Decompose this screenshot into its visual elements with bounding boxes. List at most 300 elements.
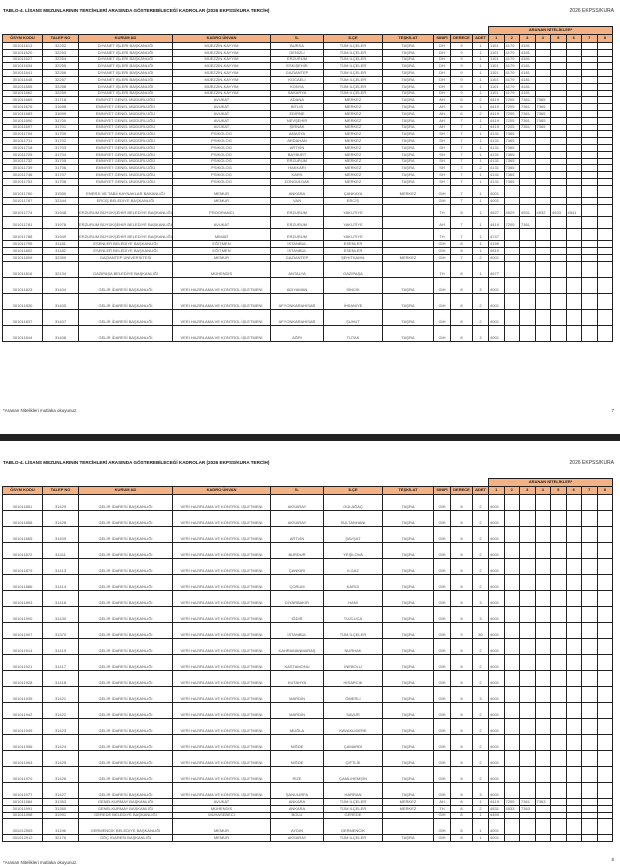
- cell-nitelik-3: [520, 751, 536, 767]
- cell-kadro-unvan: PSİKOLOG: [173, 144, 271, 151]
- cell-sinifi: GİH: [434, 575, 451, 591]
- cell-nitelik-3: [520, 543, 536, 559]
- cell-teskilat: MERKEZ: [383, 185, 434, 197]
- cell-talep-no: 31550: [43, 185, 79, 197]
- cell-kurum-ad: GELİR İDARESİ BAŞKANLIĞI: [79, 607, 173, 623]
- cell-ilce: ŞEHİTKAMİL: [324, 254, 383, 261]
- cell-nitelik-6: [566, 527, 582, 543]
- cell-nitelik-3: 4181: [520, 43, 536, 50]
- cell-nitelik-1: 4131: [489, 165, 505, 172]
- cell-nitelik-4: [535, 719, 551, 735]
- cell-ilce: İHSANİYE: [324, 293, 383, 309]
- cell-nitelik-7: [582, 138, 598, 145]
- cell-il: ANTALYA: [271, 261, 324, 277]
- cell-nitelik-2: 7205: [504, 216, 520, 228]
- cell-ilce: TÜM İLÇELER: [324, 43, 383, 50]
- cell-nitelik-5: [551, 172, 567, 179]
- cell-derece: 8: [451, 495, 473, 511]
- cell-talep-no: 31411: [43, 543, 79, 559]
- cell-kurum-ad: GELİR İDARESİ BAŞKANLIĞI: [79, 783, 173, 799]
- cell-nitelik-6: [566, 735, 582, 751]
- cell-osym-kodu: 301011963: [3, 751, 43, 767]
- cell-il: AMASYA: [271, 131, 324, 138]
- cell-nitelik-8: [597, 104, 613, 111]
- cell-kurum-ad: GAZİPAŞA BELEDİYE BAŞKANLIĞI: [79, 261, 173, 277]
- cell-nitelik-3: 4181: [520, 83, 536, 90]
- cell-derece: 6: [451, 110, 473, 117]
- cell-nitelik-8: [597, 325, 613, 341]
- cell-nitelik-4: 7365: [535, 110, 551, 117]
- cell-nitelik-2: [504, 543, 520, 559]
- cell-nitelik-6: [566, 261, 582, 277]
- cell-nitelik-2: 7205: [504, 117, 520, 124]
- cell-ilce: KAVAKLIDERE: [324, 719, 383, 735]
- cell-nitelik-2: 7205: [504, 110, 520, 117]
- cell-nitelik-7: [582, 591, 598, 607]
- cell-nitelik-1: 4001: [489, 543, 505, 559]
- cell-derece: 7: [451, 138, 473, 145]
- cell-teskilat: TAŞRA: [383, 767, 434, 783]
- column-header-osym-kodu: ÖSYM KODU: [3, 35, 43, 43]
- cell-nitelik-2: 7365: [504, 172, 520, 179]
- cell-nitelik-2: 4179: [504, 43, 520, 50]
- cell-nitelik-7: [582, 204, 598, 216]
- cell-kadro-unvan: VERİ HAZIRLAMA VE KONTROL İŞLETMENİ: [173, 309, 271, 325]
- cell-teskilat: TAŞRA: [383, 735, 434, 751]
- cell-derece: 8: [451, 248, 473, 255]
- cell-il: MUĞLA: [271, 719, 324, 735]
- cell-nitelik-7: [582, 812, 598, 819]
- cell-nitelik-6: [566, 687, 582, 703]
- cell-sinifi: AH: [434, 799, 451, 806]
- cell-nitelik-4: [535, 76, 551, 83]
- cell-nitelik-6: [566, 229, 582, 241]
- cell-nitelik-4: [535, 751, 551, 767]
- cell-nitelik-4: [535, 309, 551, 325]
- cell-kurum-ad: GELİR İDARESİ BAŞKANLIĞI: [79, 543, 173, 559]
- cell-nitelik-8: [597, 131, 613, 138]
- cell-nitelik-4: [535, 172, 551, 179]
- cell-derece: 9: [451, 90, 473, 97]
- cell-nitelik-7: [582, 511, 598, 527]
- cell-nitelik-6: [566, 623, 582, 639]
- cell-kadro-unvan: VERİ HAZIRLAMA VE KONTROL İŞLETMENİ: [173, 543, 271, 559]
- table-row: [3, 104, 613, 111]
- cell-talep-no: 31182: [43, 248, 79, 255]
- cell-il: KOCAELİ: [271, 76, 324, 83]
- cell-derece: 7: [451, 254, 473, 261]
- cell-kurum-ad: EMNİYET GENEL MÜDÜRLÜĞÜ: [79, 158, 173, 165]
- cell-adet: 2: [473, 527, 489, 543]
- cell-ilce: GAZİPAŞA: [324, 261, 383, 277]
- cell-nitelik-4: [535, 70, 551, 77]
- cell-nitelik-7: [582, 117, 598, 124]
- cell-nitelik-4: 7365: [535, 117, 551, 124]
- cell-adet: 2: [473, 254, 489, 261]
- cell-talep-no: 31370: [43, 623, 79, 639]
- cell-adet: 2: [473, 767, 489, 783]
- cell-nitelik-2: [504, 703, 520, 719]
- cell-kadro-unvan: VERİ HAZIRLAMA VE KONTROL İŞLETMENİ: [173, 751, 271, 767]
- cell-nitelik-1: 4419: [489, 216, 505, 228]
- cell-nitelik-7: [582, 131, 598, 138]
- cell-derece: 8: [451, 277, 473, 293]
- cell-nitelik-4: [535, 655, 551, 671]
- cell-talep-no: 31706: [43, 165, 79, 172]
- cell-kurum-ad: GELİR İDARESİ BAŞKANLIĞI: [79, 575, 173, 591]
- cell-osym-kodu: 301011662: [3, 90, 43, 97]
- cell-ilce: NURHAK: [324, 639, 383, 655]
- cell-nitelik-7: [582, 719, 598, 735]
- cell-nitelik-8: [597, 783, 613, 799]
- cell-nitelik-3: 4181: [520, 76, 536, 83]
- cell-adet: 1: [473, 43, 489, 50]
- cell-teskilat: TAŞRA: [383, 144, 434, 151]
- cell-adet: 1: [473, 229, 489, 241]
- cell-il: ARDAHAN: [271, 138, 324, 145]
- cell-kurum-ad: ERCİŞ BELEDİYE BAŞKANLIĞI: [79, 197, 173, 204]
- cell-nitelik-7: [582, 70, 598, 77]
- cell-nitelik-3: [520, 735, 536, 751]
- cell-nitelik-7: [582, 703, 598, 719]
- table-row: [3, 703, 613, 719]
- cell-nitelik-5: [551, 229, 567, 241]
- cell-derece: 7: [451, 151, 473, 158]
- cell-osym-kodu: 301011823: [3, 277, 43, 293]
- cell-nitelik-8: [597, 767, 613, 783]
- cell-kurum-ad: DİYANET İŞLERİ BAŞKANLIĞI: [79, 49, 173, 56]
- cell-il: ERZURUM: [271, 229, 324, 241]
- cell-talep-no: 31423: [43, 719, 79, 735]
- cell-nitelik-5: [551, 90, 567, 97]
- table-row: [3, 735, 613, 751]
- cell-teskilat: TAŞRA: [383, 687, 434, 703]
- cell-nitelik-6: [566, 575, 582, 591]
- cell-nitelik-2: [504, 607, 520, 623]
- cell-nitelik-6: [566, 511, 582, 527]
- cell-kadro-unvan: VERİ HAZIRLAMA VE KONTROL İŞLETMENİ: [173, 623, 271, 639]
- cell-kadro-unvan: VERİ HAZIRLAMA VE KONTROL İŞLETMENİ: [173, 671, 271, 687]
- cell-sinifi: GİH: [434, 309, 451, 325]
- cell-nitelik-7: [582, 799, 598, 806]
- cell-talep-no: 31407: [43, 309, 79, 325]
- cell-derece: 7: [451, 124, 473, 131]
- cell-kurum-ad: GENELKURMAY BAŞKANLIĞI: [79, 805, 173, 812]
- cell-nitelik-1: 4001: [489, 767, 505, 783]
- cell-kadro-unvan: MEMUR: [173, 819, 271, 835]
- cell-nitelik-1: 4131: [489, 151, 505, 158]
- cell-sinifi: DH: [434, 83, 451, 90]
- cell-nitelik-4: [535, 607, 551, 623]
- cell-nitelik-7: [582, 158, 598, 165]
- cell-nitelik-5: [551, 241, 567, 248]
- cell-adet: 2: [473, 543, 489, 559]
- cell-nitelik-2: [504, 835, 520, 842]
- cell-talep-no: 31417: [43, 655, 79, 671]
- cell-teskilat: [383, 248, 434, 255]
- cell-nitelik-6: [566, 138, 582, 145]
- cell-teskilat: TAŞRA: [383, 543, 434, 559]
- cell-nitelik-1: 4747: [489, 229, 505, 241]
- cell-nitelik-1: 4419: [489, 799, 505, 806]
- cell-kurum-ad: DİYANET İŞLERİ BAŞKANLIĞI: [79, 56, 173, 63]
- cell-kadro-unvan: PSİKOLOG: [173, 172, 271, 179]
- cell-nitelik-5: [551, 138, 567, 145]
- cell-nitelik-5: [551, 63, 567, 70]
- cell-adet: 2: [473, 703, 489, 719]
- cell-il: HAKKARİ: [271, 165, 324, 172]
- cell-nitelik-4: [535, 131, 551, 138]
- cell-sinifi: AH: [434, 124, 451, 131]
- cell-nitelik-1: 1101: [489, 70, 505, 77]
- cell-derece: 8: [451, 671, 473, 687]
- cell-talep-no: 31707: [43, 172, 79, 179]
- cell-nitelik-3: [520, 178, 536, 185]
- cell-il: SAKARYA: [271, 90, 324, 97]
- cell-nitelik-8: [597, 254, 613, 261]
- cell-adet: 2: [473, 751, 489, 767]
- cell-nitelik-2: [504, 687, 520, 703]
- cell-derece: 7: [451, 131, 473, 138]
- cell-il: ŞANLIURFA: [271, 783, 324, 799]
- cell-kurum-ad: EMNİYET GENEL MÜDÜRLÜĞÜ: [79, 110, 173, 117]
- cell-nitelik-2: [504, 812, 520, 819]
- cell-osym-kodu: 301011746: [3, 172, 43, 179]
- cell-adet: 1: [473, 90, 489, 97]
- cell-nitelik-7: [582, 639, 598, 655]
- cell-adet: 2: [473, 97, 489, 104]
- cell-nitelik-6: [566, 559, 582, 575]
- cell-teskilat: TAŞRA: [383, 639, 434, 655]
- cell-kurum-ad: ESENLER BELEDİYE BAŞKANLIĞI: [79, 241, 173, 248]
- cell-il: AFYONKARAHİSAR: [271, 309, 324, 325]
- cell-nitelik-5: [551, 703, 567, 719]
- cell-nitelik-8: [597, 751, 613, 767]
- table-row: [3, 623, 613, 639]
- cell-nitelik-7: [582, 819, 598, 835]
- cell-kadro-unvan: AVUKAT: [173, 799, 271, 806]
- cell-nitelik-6: [566, 197, 582, 204]
- cell-nitelik-7: [582, 124, 598, 131]
- footnote: *Aranan Nitelikleri mutlaka okuyunuz.: [3, 408, 78, 413]
- cell-sinifi: GİH: [434, 819, 451, 835]
- cell-talep-no: 31425: [43, 751, 79, 767]
- cell-adet: 1: [473, 197, 489, 204]
- cell-nitelik-5: [551, 805, 567, 812]
- cell-derece: 8: [451, 261, 473, 277]
- page-number: 7: [611, 408, 614, 413]
- column-header-nitelik-7: 7: [582, 487, 598, 495]
- cell-adet: 1: [473, 799, 489, 806]
- cell-kurum-ad: GELİR İDARESİ BAŞKANLIĞI: [79, 527, 173, 543]
- table-title: TABLO-4. LİSANS MEZUNLARININ TERCİHLERİ ARASINDA GÖSTEREBİLECEĞİ KADROLAR (2026 EKPSS/KURA TERCİH): [3, 460, 270, 465]
- cell-adet: 1: [473, 104, 489, 111]
- cell-kadro-unvan: MÜEZZİN-KAYYIM: [173, 83, 271, 90]
- cell-derece: 8: [451, 591, 473, 607]
- cell-nitelik-1: 4419: [489, 104, 505, 111]
- cell-kadro-unvan: PROGRAMCI: [173, 204, 271, 216]
- cell-il: ERZURUM: [271, 158, 324, 165]
- table-row: [3, 124, 613, 131]
- cell-nitelik-7: [582, 43, 598, 50]
- cell-nitelik-6: [566, 43, 582, 50]
- cell-il: KASTAMONU: [271, 655, 324, 671]
- cell-ilce: ÇAMLIHEMŞİN: [324, 767, 383, 783]
- cell-talep-no: 31181: [43, 241, 79, 248]
- cell-ilce: ŞUHUT: [324, 309, 383, 325]
- cell-talep-no: 31430: [43, 607, 79, 623]
- cell-derece: 7: [451, 178, 473, 185]
- cell-nitelik-8: [597, 277, 613, 293]
- cell-nitelik-1: 4419: [489, 124, 505, 131]
- cell-talep-no: 31419: [43, 639, 79, 655]
- cell-nitelik-5: [551, 687, 567, 703]
- cell-kurum-ad: DİYANET İŞLERİ BAŞKANLIĞI: [79, 83, 173, 90]
- cell-talep-no: 32252: [43, 43, 79, 50]
- cell-nitelik-6: [566, 293, 582, 309]
- cell-nitelik-6: [566, 117, 582, 124]
- cell-osym-kodu: 301011935: [3, 687, 43, 703]
- cell-nitelik-6: [566, 158, 582, 165]
- cell-nitelik-8: [597, 261, 613, 277]
- cell-nitelik-3: 4531: [520, 204, 536, 216]
- table-row: [3, 309, 613, 325]
- cell-adet: 1: [473, 819, 489, 835]
- column-header-nitelik-3: 3: [520, 487, 536, 495]
- cell-derece: 8: [451, 575, 473, 591]
- cell-kadro-unvan: AVUKAT: [173, 124, 271, 131]
- cell-talep-no: 31404: [43, 277, 79, 293]
- cell-nitelik-2: 7365: [504, 138, 520, 145]
- cell-nitelik-8: [597, 172, 613, 179]
- cell-teskilat: TAŞRA: [383, 63, 434, 70]
- cell-nitelik-3: [520, 325, 536, 341]
- cell-osym-kodu: 301011928: [3, 671, 43, 687]
- cell-adet: 2: [473, 495, 489, 511]
- cell-il: ARTVİN: [271, 144, 324, 151]
- cell-nitelik-2: [504, 575, 520, 591]
- cell-nitelik-1: 4001: [489, 819, 505, 835]
- cell-il: ERZURUM: [271, 216, 324, 228]
- cell-osym-kodu: 301011914: [3, 639, 43, 655]
- cell-nitelik-2: 7365: [504, 158, 520, 165]
- cell-teskilat: TAŞRA: [383, 783, 434, 799]
- cell-nitelik-3: [520, 144, 536, 151]
- cell-sinifi: SH: [434, 158, 451, 165]
- table-row: [3, 812, 613, 819]
- cell-kadro-unvan: VERİ HAZIRLAMA VE KONTROL İŞLETMENİ: [173, 591, 271, 607]
- cell-nitelik-6: [566, 671, 582, 687]
- cell-nitelik-2: [504, 751, 520, 767]
- cell-talep-no: 31718: [43, 97, 79, 104]
- cell-talep-no: 31701: [43, 124, 79, 131]
- cell-derece: 8: [451, 835, 473, 842]
- cell-nitelik-8: [597, 185, 613, 197]
- cell-derece: 9: [451, 623, 473, 639]
- cell-osym-kodu: 301011893: [3, 591, 43, 607]
- cell-nitelik-1: 4001: [489, 671, 505, 687]
- cell-osym-kodu: 301011711: [3, 138, 43, 145]
- cell-il: IĞDIR: [271, 607, 324, 623]
- cell-osym-kodu: 301011781: [3, 216, 43, 228]
- cell-osym-kodu: 301011690: [3, 117, 43, 124]
- cell-nitelik-5: [551, 56, 567, 63]
- cell-nitelik-8: [597, 671, 613, 687]
- cell-nitelik-2: [504, 309, 520, 325]
- cell-ilce: HANİ: [324, 591, 383, 607]
- cell-nitelik-2: 7205: [504, 97, 520, 104]
- cell-talep-no: 31405: [43, 293, 79, 309]
- cell-nitelik-2: [504, 293, 520, 309]
- cell-nitelik-1: 4131: [489, 172, 505, 179]
- table-row: [3, 97, 613, 104]
- cell-derece: 7: [451, 158, 473, 165]
- cell-nitelik-6: [566, 165, 582, 172]
- cell-nitelik-4: [535, 543, 551, 559]
- cell-il: BURDUR: [271, 543, 324, 559]
- cell-nitelik-4: [535, 325, 551, 341]
- cell-ilce: ÇİFTLİK: [324, 751, 383, 767]
- column-header-nitelik-8: 8: [597, 487, 613, 495]
- cell-nitelik-5: [551, 639, 567, 655]
- cell-nitelik-4: 7363: [535, 799, 551, 806]
- cell-nitelik-3: [520, 812, 536, 819]
- cell-ilce: MERKEZ: [324, 104, 383, 111]
- cell-kadro-unvan: VERİ HAZIRLAMA VE KONTROL İŞLETMENİ: [173, 559, 271, 575]
- cell-nitelik-4: [535, 623, 551, 639]
- cell-sinifi: SH: [434, 178, 451, 185]
- cell-nitelik-2: [504, 325, 520, 341]
- cell-il: ANKARA: [271, 799, 324, 806]
- cell-kadro-unvan: MÜEZZİN-KAYYIM: [173, 63, 271, 70]
- cell-nitelik-8: [597, 63, 613, 70]
- cell-nitelik-5: [551, 309, 567, 325]
- cell-nitelik-4: [535, 293, 551, 309]
- cell-nitelik-8: [597, 623, 613, 639]
- cell-nitelik-4: [535, 248, 551, 255]
- cell-nitelik-2: [504, 248, 520, 255]
- cell-nitelik-5: [551, 104, 567, 111]
- cell-nitelik-5: [551, 248, 567, 255]
- table-row: [3, 783, 613, 799]
- cell-adet: 3: [473, 687, 489, 703]
- cell-nitelik-1: 4001: [489, 559, 505, 575]
- cell-kurum-ad: GELİR İDARESİ BAŞKANLIĞI: [79, 735, 173, 751]
- cell-derece: 8: [451, 543, 473, 559]
- cell-teskilat: TAŞRA: [383, 607, 434, 623]
- cell-kadro-unvan: MÜEZZİN-KAYYIM: [173, 70, 271, 77]
- cell-nitelik-3: [520, 719, 536, 735]
- cell-nitelik-1: 4001: [489, 197, 505, 204]
- cell-sinifi: TH: [434, 229, 451, 241]
- cell-nitelik-8: [597, 158, 613, 165]
- cell-nitelik-3: [520, 131, 536, 138]
- cell-sinifi: AH: [434, 97, 451, 104]
- cell-talep-no: 31949: [43, 229, 79, 241]
- cell-kurum-ad: GELİR İDARESİ BAŞKANLIĞI: [79, 671, 173, 687]
- cell-ilce: ÇAMARDI: [324, 735, 383, 751]
- cell-ilce: YEŞİLOVA: [324, 543, 383, 559]
- cell-kurum-ad: GELİR İDARESİ BAŞKANLIĞI: [79, 655, 173, 671]
- cell-nitelik-5: [551, 559, 567, 575]
- cell-nitelik-7: [582, 293, 598, 309]
- cell-nitelik-7: [582, 527, 598, 543]
- cell-nitelik-8: [597, 178, 613, 185]
- cell-adet: 3: [473, 607, 489, 623]
- cell-nitelik-6: [566, 151, 582, 158]
- column-header-nitelik-1: 1: [489, 35, 505, 43]
- cell-adet: 1: [473, 261, 489, 277]
